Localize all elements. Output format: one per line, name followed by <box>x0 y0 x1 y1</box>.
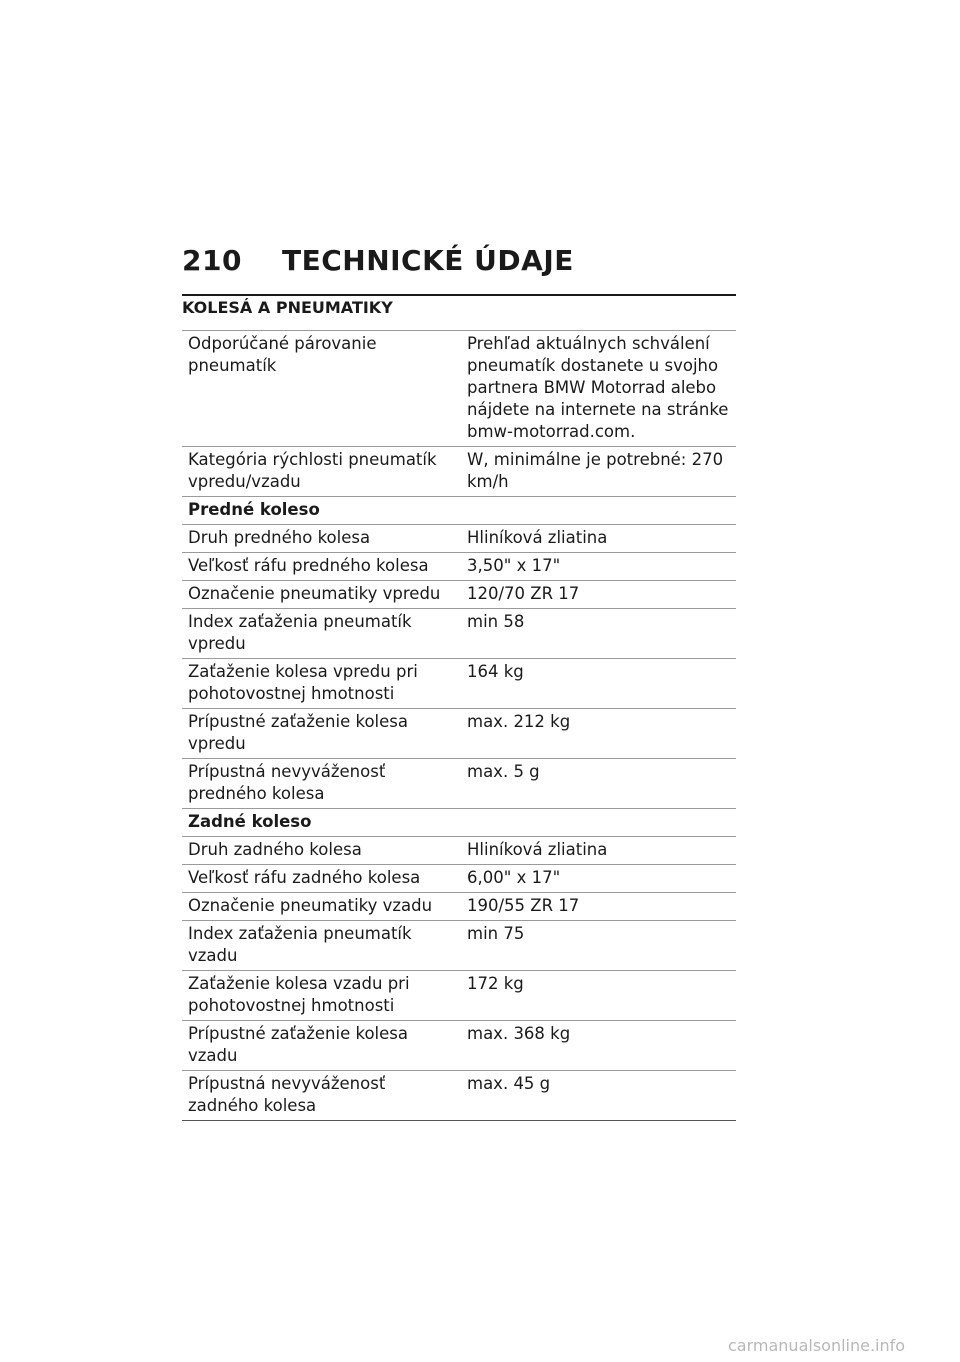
group-header-label: Predné koleso <box>182 497 736 525</box>
spec-label: Druh zadného kolesa <box>182 837 461 865</box>
spec-label: Prípustná nevyváženosť predného kolesa <box>182 759 461 809</box>
spec-label: Prípustné zaťaženie kolesa vpredu <box>182 709 461 759</box>
table-row <box>182 893 736 921</box>
table-row <box>182 447 736 497</box>
spec-value: max. 5 g <box>461 759 736 809</box>
spec-value: 172 kg <box>461 971 736 1021</box>
table-row <box>182 759 736 809</box>
table-row <box>182 865 736 893</box>
spec-label: Veľkosť ráfu predného kolesa <box>182 553 461 581</box>
table-row <box>182 609 736 659</box>
table-row <box>182 525 736 553</box>
spec-label: Označenie pneumatiky vzadu <box>182 893 461 921</box>
table-row <box>182 971 736 1021</box>
spec-value: 3,50" x 17" <box>461 553 736 581</box>
chapter-title: TECHNICKÉ ÚDAJE <box>282 244 574 277</box>
spec-value: 190/55 ZR 17 <box>461 893 736 921</box>
spec-label: Kategória rýchlosti pneumatík vpredu/vzadu <box>182 447 461 497</box>
table-row <box>182 331 736 447</box>
spec-value: min 75 <box>461 921 736 971</box>
spec-value: max. 368 kg <box>461 1021 736 1071</box>
table-row <box>182 553 736 581</box>
spec-label: Index zaťaženia pneumatík vpredu <box>182 609 461 659</box>
section-title: KOLESÁ A PNEUMATIKY <box>182 298 393 317</box>
spec-value: 164 kg <box>461 659 736 709</box>
spec-value: Hliníková zliatina <box>461 525 736 553</box>
page-number: 210 <box>182 244 242 277</box>
table-row <box>182 921 736 971</box>
spec-label: Prípustná nevyváženosť zadného kolesa <box>182 1071 461 1121</box>
table-row <box>182 1071 736 1121</box>
spec-label: Veľkosť ráfu zadného kolesa <box>182 865 461 893</box>
spec-value: 6,00" x 17" <box>461 865 736 893</box>
page-title <box>182 244 574 277</box>
spec-label: Zaťaženie kolesa vpredu pri pohotovostnej hmotnosti <box>182 659 461 709</box>
divider <box>182 294 736 296</box>
watermark: carmanualsonline.info <box>728 1336 906 1355</box>
table-row <box>182 837 736 865</box>
spec-label: Odporúčané párovanie pneumatík <box>182 331 461 447</box>
spec-value: W, minimálne je potrebné: 270 km/h <box>461 447 736 497</box>
spec-label: Zaťaženie kolesa vzadu pri pohotovostnej hmotnosti <box>182 971 461 1021</box>
spec-value: max. 45 g <box>461 1071 736 1121</box>
spec-value: Hliníková zliatina <box>461 837 736 865</box>
spec-label: Prípustné zaťaženie kolesa vzadu <box>182 1021 461 1071</box>
spec-label: Označenie pneumatiky vpredu <box>182 581 461 609</box>
table-row <box>182 581 736 609</box>
spec-value: max. 212 kg <box>461 709 736 759</box>
group-header-label: Zadné koleso <box>182 809 736 837</box>
spec-label: Index zaťaženia pneumatík vzadu <box>182 921 461 971</box>
spec-label: Druh predného kolesa <box>182 525 461 553</box>
table-group-header <box>182 809 736 837</box>
table-row <box>182 1021 736 1071</box>
spec-value: 120/70 ZR 17 <box>461 581 736 609</box>
table-group-header <box>182 497 736 525</box>
table-row <box>182 659 736 709</box>
table-row <box>182 709 736 759</box>
specs-table <box>182 330 736 1121</box>
specs-table-body <box>182 331 736 1121</box>
spec-value: min 58 <box>461 609 736 659</box>
spec-value: Prehľad aktuálnych schválení pneumatík dostanete u svojho partnera BMW Motorrad alebo nájdete na internete na stránke bmw-motorrad.com. <box>461 331 736 447</box>
